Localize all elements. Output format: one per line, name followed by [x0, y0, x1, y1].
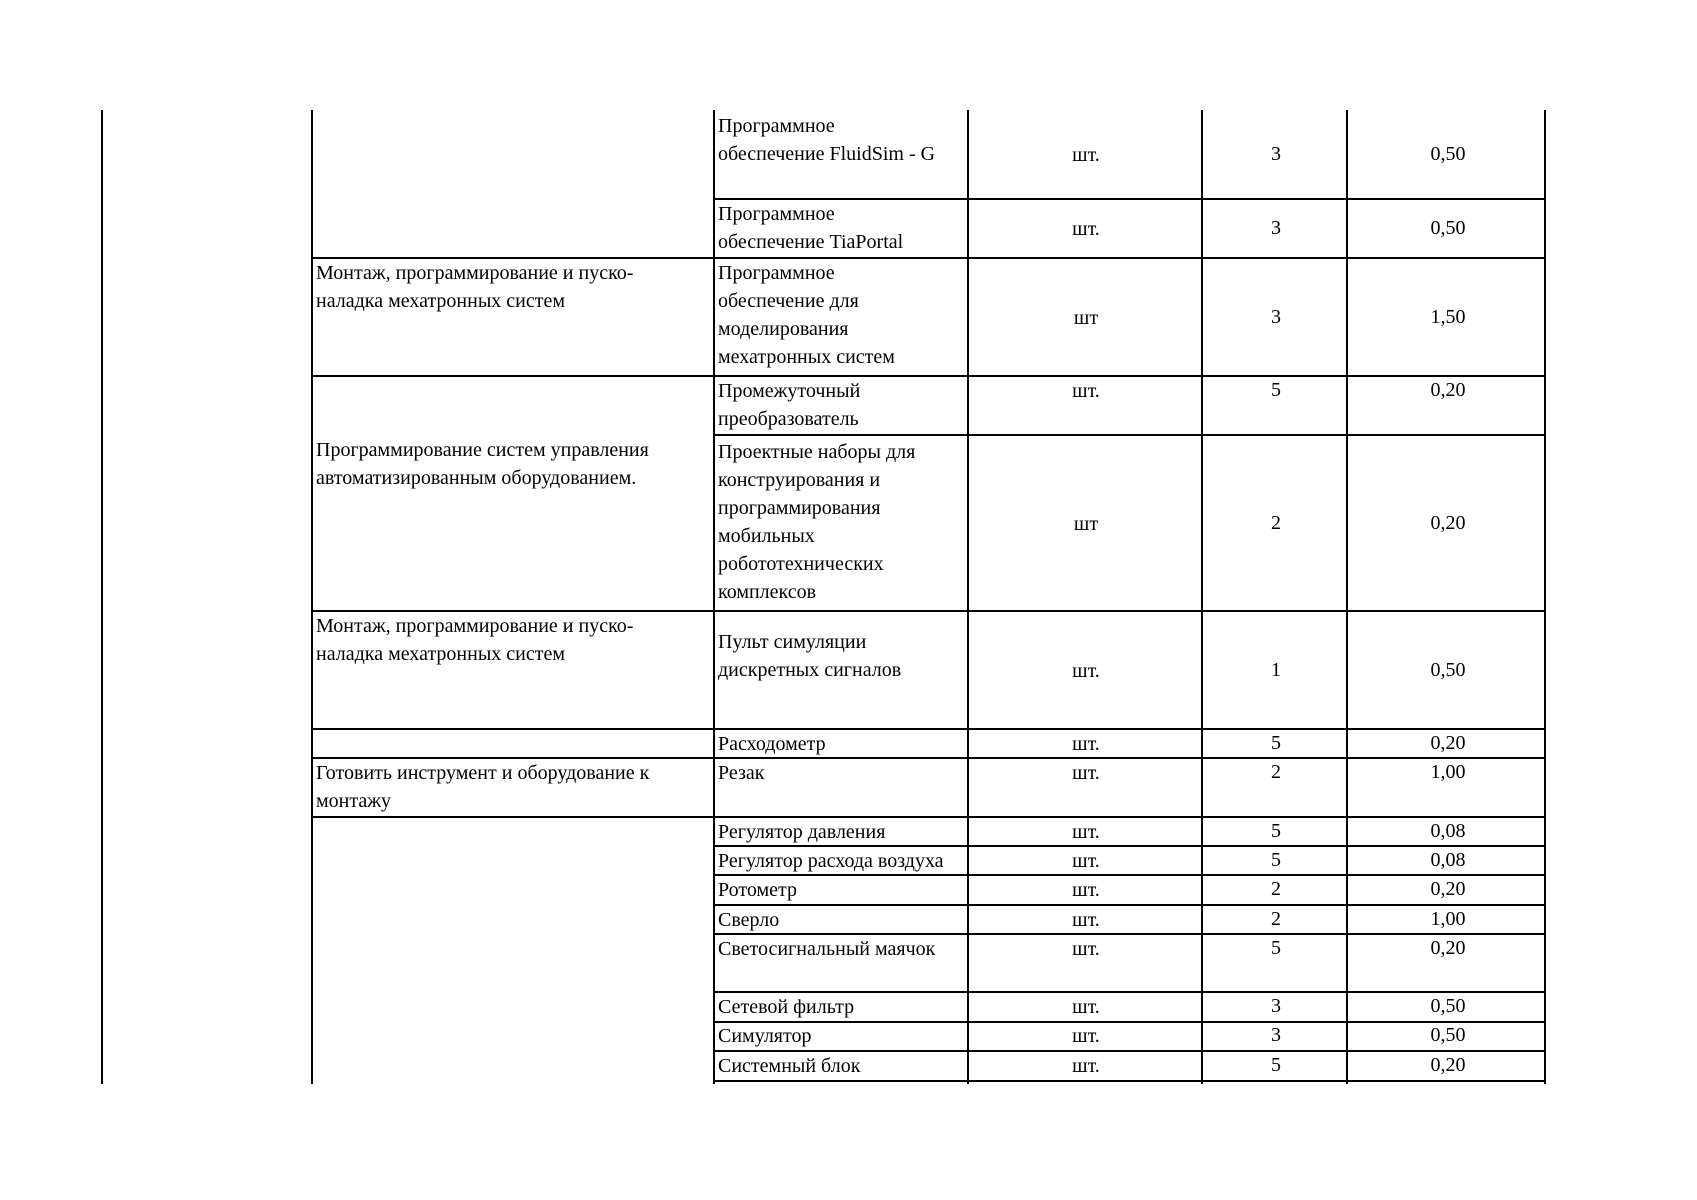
unit-cell: шт. [1072, 1055, 1100, 1077]
value-cell: 0,20 [1430, 937, 1466, 959]
value-cell: 0,08 [1430, 849, 1466, 871]
competency-description: Программирование систем управления автоматизированным оборудованием. [316, 439, 649, 489]
equipment-name: Проектные наборы для конструирования и программирования мобильных робототехнических комплексов [718, 441, 916, 603]
unit-cell: шт. [1072, 144, 1100, 166]
quantity-cell: 2 [1271, 512, 1281, 534]
equipment-name: Пульт симуляции дискретных сигналов [718, 631, 902, 681]
quantity-cell: 5 [1271, 820, 1281, 842]
unit-cell: шт. [1072, 879, 1100, 901]
equipment-name: Светосигнальный маячок [718, 938, 936, 960]
value-cell: 0,20 [1430, 1054, 1466, 1076]
quantity-cell: 5 [1271, 937, 1281, 959]
value-cell: 1,00 [1430, 908, 1466, 930]
quantity-cell: 2 [1271, 908, 1281, 930]
quantity-cell: 1 [1271, 659, 1281, 681]
value-cell: 1,00 [1430, 761, 1466, 783]
quantity-cell: 3 [1271, 143, 1281, 165]
quantity-cell: 5 [1271, 1054, 1281, 1076]
value-cell: 0,20 [1430, 878, 1466, 900]
competency-description: Монтаж, программирование и пуско- наладка мехатронных систем [316, 262, 634, 312]
quantity-cell: 5 [1271, 379, 1281, 401]
unit-cell: шт. [1072, 218, 1100, 240]
equipment-name: Промежуточный преобразователь [718, 380, 861, 430]
competency-description: Готовить инструмент и оборудование к монтажу [316, 762, 650, 812]
equipment-name: Сетевой фильтр [718, 996, 855, 1018]
quantity-cell: 2 [1271, 761, 1281, 783]
quantity-cell: 3 [1271, 995, 1281, 1017]
equipment-name: Расходометр [718, 733, 826, 755]
unit-cell: шт. [1072, 762, 1100, 784]
quantity-cell: 5 [1271, 849, 1281, 871]
value-cell: 0,20 [1430, 512, 1466, 534]
quantity-cell: 3 [1271, 306, 1281, 328]
quantity-cell: 2 [1271, 878, 1281, 900]
quantity-cell: 3 [1271, 217, 1281, 239]
unit-cell: шт. [1072, 380, 1100, 402]
equipment-name: Программное обеспечение FluidSim - G [718, 115, 936, 165]
unit-cell: шт. [1072, 938, 1100, 960]
unit-cell: шт. [1072, 996, 1100, 1018]
competency-description: Монтаж, программирование и пуско- наладка мехатронных систем [316, 615, 634, 665]
value-cell: 0,50 [1430, 995, 1466, 1017]
equipment-name: Резак [718, 762, 765, 784]
unit-cell: шт. [1072, 909, 1100, 931]
equipment-name: Регулятор давления [718, 821, 886, 843]
row-divider [713, 434, 1546, 436]
table-bottom-border [713, 1080, 1546, 1082]
table-left-border [101, 110, 103, 1084]
value-cell: 0,50 [1430, 143, 1466, 165]
unit-cell: шт. [1072, 660, 1100, 682]
value-cell: 0,20 [1430, 732, 1466, 754]
value-cell: 0,50 [1430, 1024, 1466, 1046]
value-cell: 1,50 [1430, 306, 1466, 328]
unit-cell: шт. [1072, 1025, 1100, 1047]
quantity-cell: 5 [1271, 732, 1281, 754]
quantity-cell: 3 [1271, 1024, 1281, 1046]
unit-cell: шт [1073, 307, 1099, 329]
equipment-name: Регулятор расхода воздуха [718, 850, 944, 872]
unit-cell: шт. [1072, 733, 1100, 755]
value-cell: 0,08 [1430, 820, 1466, 842]
unit-cell: шт [1073, 513, 1099, 535]
value-cell: 0,20 [1430, 379, 1466, 401]
value-cell: 0,50 [1430, 217, 1466, 239]
value-cell: 0,50 [1430, 659, 1466, 681]
equipment-name: Симулятор [718, 1025, 812, 1047]
unit-cell: шт. [1072, 850, 1100, 872]
equipment-name: Сверло [718, 909, 780, 931]
equipment-name: Ротометр [718, 879, 797, 901]
equipment-name: Программное обеспечение TiaPortal [718, 203, 904, 253]
equipment-name: Программное обеспечение для моделирования мехатронных систем [718, 262, 895, 368]
equipment-name: Системный блок [718, 1055, 861, 1077]
unit-cell: шт. [1072, 821, 1100, 843]
